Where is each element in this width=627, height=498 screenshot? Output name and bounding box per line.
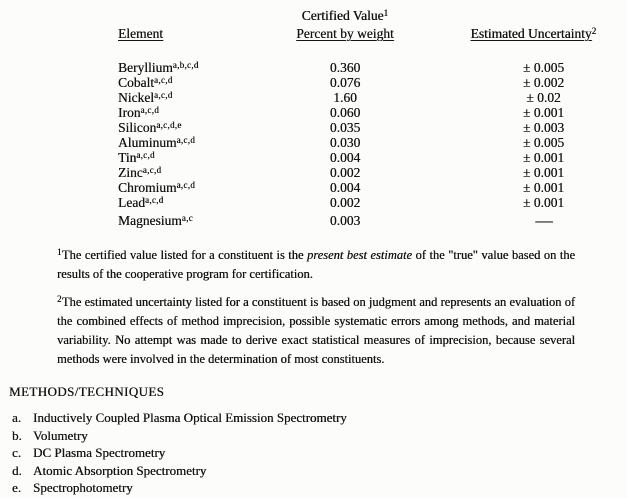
uncertainty-value bbox=[410, 195, 627, 210]
uncertainty-value bbox=[410, 105, 627, 120]
uncertainty-value bbox=[410, 90, 627, 105]
certified-value-text: 0.002 bbox=[329, 195, 361, 210]
certified-value-text: 0.003 bbox=[329, 213, 361, 228]
certified-value bbox=[280, 180, 410, 195]
element-method-refs: a,c bbox=[181, 213, 193, 223]
uncertainty-value bbox=[410, 60, 627, 75]
table-row-element bbox=[118, 120, 280, 135]
table-row-element bbox=[118, 105, 280, 120]
element-name: Cobalt bbox=[118, 75, 154, 90]
element-method-refs: a,c,d bbox=[154, 75, 173, 85]
table-row-element bbox=[118, 60, 280, 75]
certified-values-table bbox=[118, 7, 627, 228]
certified-value-text: 0.004 bbox=[329, 150, 361, 165]
element-method-refs: a,c,d bbox=[154, 90, 173, 100]
uncertainty-value bbox=[410, 165, 627, 180]
uncertainty-value bbox=[410, 213, 627, 228]
uncertainty-text: ± 0.001 bbox=[522, 105, 565, 120]
method-text: Atomic Absorption Spectrometry bbox=[33, 462, 207, 478]
element-method-refs: a,c,d bbox=[142, 165, 162, 175]
header-certified-value bbox=[280, 7, 410, 25]
uncertainty-text: ± 0.005 bbox=[522, 60, 565, 75]
uncertainty-text: ± 0.005 bbox=[522, 135, 565, 150]
element-method-refs: a,c,d bbox=[176, 180, 196, 190]
certified-value bbox=[280, 75, 410, 90]
method-text: Inductively Coupled Plasma Optical Emission Spectrometry bbox=[33, 410, 347, 425]
element-name: Silicon bbox=[118, 120, 157, 135]
header-certified-value-text: Certified Value bbox=[301, 8, 384, 23]
element-name: Magnesium bbox=[118, 213, 182, 228]
certified-value bbox=[280, 90, 410, 105]
method-text: Spectrophotometry bbox=[33, 480, 133, 495]
uncertainty-text: ± 0.001 bbox=[522, 165, 565, 180]
uncertainty-value bbox=[410, 120, 627, 135]
uncertainty-text: ± 0.002 bbox=[522, 75, 565, 90]
element-name: Tin bbox=[118, 150, 137, 165]
element-method-refs: a,c,d bbox=[176, 135, 196, 145]
certified-value bbox=[280, 120, 410, 135]
footnote-estimated-uncertainty bbox=[57, 293, 575, 369]
uncertainty-text: ± 0.02 bbox=[526, 90, 561, 105]
method-letter: a. bbox=[12, 410, 22, 425]
table-row-element bbox=[118, 165, 280, 180]
header-estimated-uncertainty-sup: 2 bbox=[591, 26, 597, 36]
certified-value bbox=[280, 165, 410, 180]
certified-value-text: 0.060 bbox=[329, 105, 361, 120]
method-letter: c. bbox=[12, 445, 22, 460]
footnote-1-marker: 1 bbox=[57, 247, 62, 257]
certified-value bbox=[280, 150, 410, 165]
table-row-element bbox=[118, 90, 280, 105]
certified-value bbox=[280, 105, 410, 120]
method-letter: d. bbox=[12, 462, 22, 478]
footnote-2-text: The estimated uncertainty listed for a constituent is based on judgment and represents an evaluation of the combined effects of method imprecision, possible systematic errors among methods, and material variability. No attempt was made to derive exact statistical measures of imprecision, because several methods were involved in the determination of most constituents. bbox=[57, 295, 575, 366]
certified-value-text: 0.030 bbox=[329, 135, 361, 150]
method-item bbox=[12, 479, 347, 497]
element-name: Zinc bbox=[118, 165, 143, 180]
method-letter: e. bbox=[12, 480, 22, 495]
element-method-refs: a,b,c,d bbox=[172, 60, 199, 70]
method-text: Volumetry bbox=[33, 427, 88, 443]
certified-value-text: 0.360 bbox=[329, 60, 361, 75]
method-item bbox=[12, 427, 347, 445]
header-element-text: Element bbox=[118, 26, 163, 41]
header-spacer bbox=[410, 7, 627, 25]
method-letter: b. bbox=[12, 427, 22, 443]
table-row-element bbox=[118, 150, 280, 165]
footnote-1-text-pre: The certified value listed for a constituent is the bbox=[61, 248, 307, 262]
header-element bbox=[118, 25, 280, 43]
uncertainty-value bbox=[410, 150, 627, 165]
certified-value bbox=[280, 195, 410, 210]
header-estimated-uncertainty bbox=[410, 25, 627, 43]
element-method-refs: a,c,d bbox=[136, 150, 155, 160]
element-name: Iron bbox=[118, 105, 141, 120]
footnote-2-marker: 2 bbox=[57, 294, 62, 304]
method-item bbox=[12, 409, 347, 427]
footnote-1-text-italic: present best estimate bbox=[306, 248, 413, 262]
element-name: Aluminum bbox=[118, 135, 177, 150]
footnote-1-text-post: of the "true" value based on the results of the cooperative program for certification. bbox=[57, 248, 576, 281]
methods-list bbox=[12, 409, 347, 497]
element-name: Beryllium bbox=[118, 60, 173, 75]
element-name: Nickel bbox=[118, 90, 154, 105]
certified-value-text: 0.076 bbox=[329, 75, 361, 90]
header-certified-value-sup: 1 bbox=[383, 8, 389, 18]
element-method-refs: a,c,d bbox=[140, 105, 159, 115]
header-spacer bbox=[118, 7, 280, 25]
element-name: Chromium bbox=[118, 180, 177, 195]
uncertainty-value bbox=[410, 180, 627, 195]
header-body-gap bbox=[118, 43, 627, 60]
uncertainty-text: ± 0.001 bbox=[522, 180, 565, 195]
uncertainty-text: ± 0.001 bbox=[522, 150, 565, 165]
header-estimated-uncertainty-text: Estimated Uncertainty bbox=[470, 26, 592, 41]
certified-value bbox=[280, 135, 410, 150]
uncertainty-text: ± 0.001 bbox=[522, 195, 565, 210]
header-percent-by-weight-text: Percent by weight bbox=[296, 26, 394, 41]
table-row-element bbox=[118, 75, 280, 90]
certified-value bbox=[280, 60, 410, 75]
certified-value-text: 0.004 bbox=[329, 180, 361, 195]
table-row-element bbox=[118, 213, 280, 228]
uncertainty-value bbox=[410, 75, 627, 90]
certified-value-text: 0.035 bbox=[329, 120, 361, 135]
header-percent-by-weight bbox=[280, 25, 410, 43]
method-item bbox=[12, 444, 347, 462]
uncertainty-value bbox=[410, 135, 627, 150]
method-text: DC Plasma Spectrometry bbox=[33, 445, 166, 460]
uncertainty-text: ± 0.003 bbox=[522, 120, 565, 135]
table-row-element bbox=[118, 195, 280, 210]
element-name: Lead bbox=[118, 195, 145, 210]
certified-value bbox=[280, 213, 410, 228]
element-method-refs: a,c,d bbox=[144, 195, 164, 205]
uncertainty-text: ----- bbox=[534, 213, 553, 228]
methods-techniques-heading: METHODS/TECHNIQUES bbox=[9, 384, 165, 399]
certified-value-text: 0.002 bbox=[329, 165, 361, 180]
method-item bbox=[12, 462, 347, 480]
footnote-certified-value bbox=[57, 246, 575, 284]
certified-value-text: 1.60 bbox=[333, 90, 357, 105]
element-method-refs: a,c,d,e bbox=[156, 120, 182, 130]
table-row-element bbox=[118, 180, 280, 195]
table-row-element bbox=[118, 135, 280, 150]
